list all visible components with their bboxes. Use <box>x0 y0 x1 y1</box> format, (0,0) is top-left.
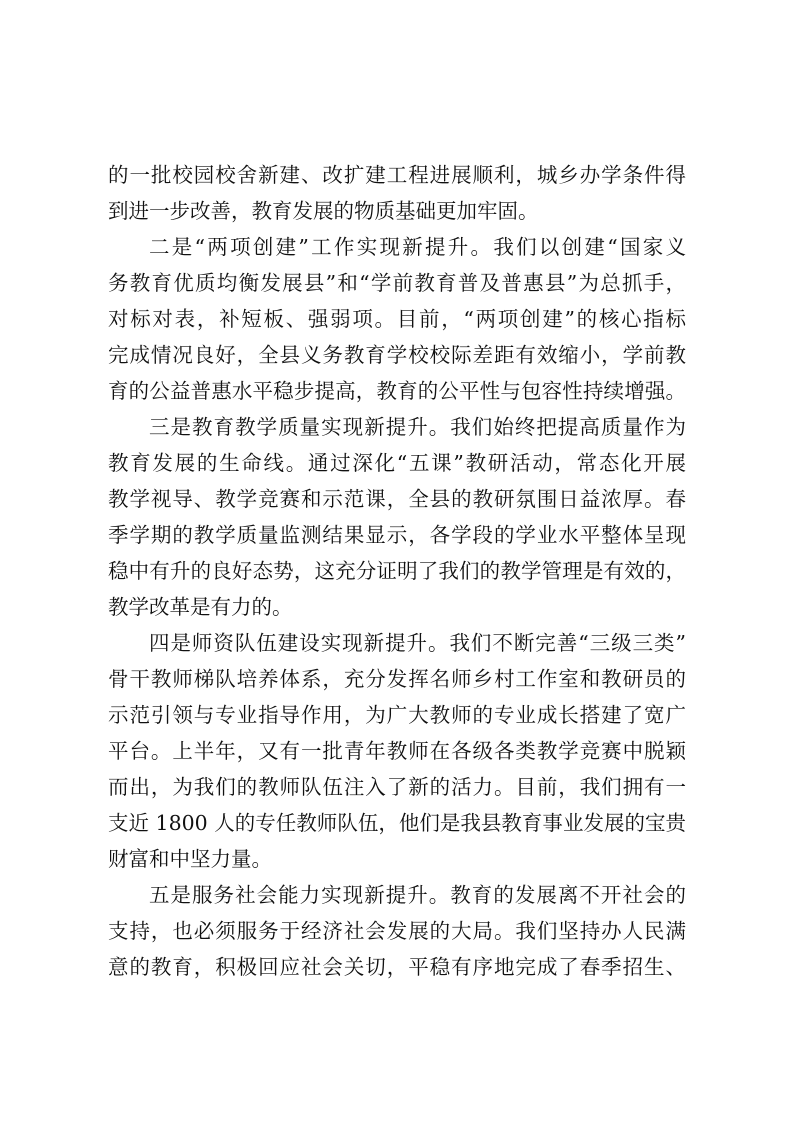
paragraph-first-line: 四是师资队伍建设实现新提升。我们不断完善“三级三类” <box>149 631 686 655</box>
paragraph-line: 教育发展的生命线。通过深化“五课”教研活动，常态化开展 <box>108 451 686 475</box>
paragraph-line: 示范引领与专业指导作用，为广大教师的专业成长搭建了宽广 <box>108 703 686 727</box>
paragraph-line: 意的教育，积极回应社会关切，平稳有序地完成了春季招生、 <box>108 955 686 979</box>
paragraph-line: 对标对表，补短板、强弱项。目前，“两项创建”的核心指标 <box>108 307 686 331</box>
paragraph-line: 骨干教师梯队培养体系，充分发挥名师乡村工作室和教研员的 <box>108 667 686 691</box>
paragraph-line: 到进一步改善，教育发展的物质基础更加牢固。 <box>108 199 539 223</box>
paragraph-line: 育的公益普惠水平稳步提高，教育的公平性与包容性持续增强。 <box>108 379 686 403</box>
paragraph-line: 完成情况良好，全县义务教育学校校际差距有效缩小，学前教 <box>108 343 686 367</box>
paragraph-line: 支近 1800 人的专任教师队伍，他们是我县教育事业发展的宝贵 <box>108 811 686 835</box>
paragraph-first-line: 二是“两项创建”工作实现新提升。我们以创建“国家义 <box>149 235 686 259</box>
paragraph-line: 务教育优质均衡发展县”和“学前教育普及普惠县”为总抓手， <box>108 271 686 295</box>
paragraph-line: 支持，也必须服务于经济社会发展的大局。我们坚持办人民满 <box>108 919 686 943</box>
paragraph-line: 财富和中坚力量。 <box>108 847 272 871</box>
paragraph-line: 教学改革是有力的。 <box>108 595 293 619</box>
paragraph-line: 教学视导、教学竞赛和示范课，全县的教研氛围日益浓厚。春 <box>108 487 686 511</box>
paragraph-line: 季学期的教学质量监测结果显示，各学段的学业水平整体呈现 <box>108 523 686 547</box>
paragraph-line: 的一批校园校舍新建、改扩建工程进展顺利，城乡办学条件得 <box>108 163 686 187</box>
paragraph-first-line: 三是教育教学质量实现新提升。我们始终把提高质量作为 <box>149 415 686 439</box>
paragraph-line: 稳中有升的良好态势，这充分证明了我们的教学管理是有效的， <box>108 559 686 583</box>
paragraph-line: 而出，为我们的教师队伍注入了新的活力。目前，我们拥有一 <box>108 775 686 799</box>
paragraph-first-line: 五是服务社会能力实现新提升。教育的发展离不开社会的 <box>149 883 686 907</box>
paragraph-line: 平台。上半年，又有一批青年教师在各级各类教学竞赛中脱颖 <box>108 739 686 763</box>
